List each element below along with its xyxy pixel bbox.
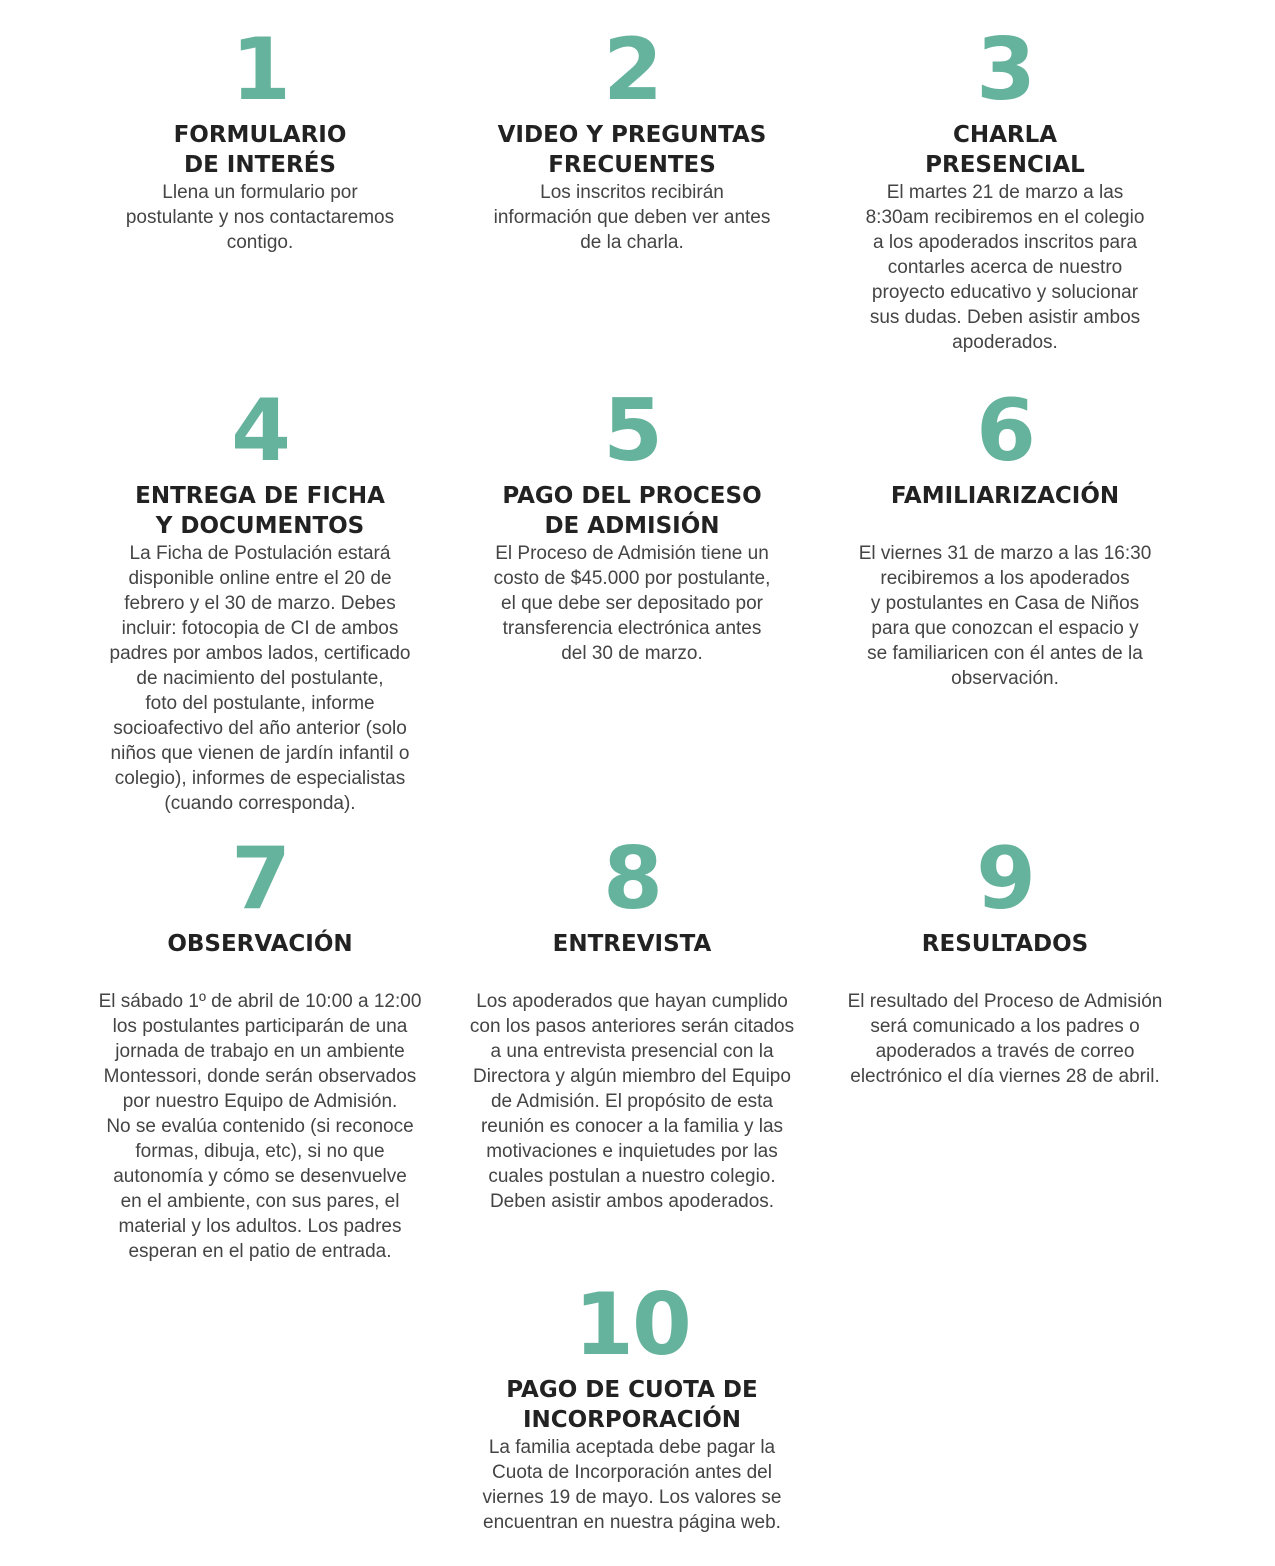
step-description: Los inscritos recibirán información que deben ver antes de la charla.: [493, 182, 771, 253]
step-number: 8: [603, 829, 661, 929]
step-3: [815, 20, 1195, 355]
step-number: 5: [603, 381, 661, 481]
step-title: FORMULARIO DE INTERÉS: [173, 122, 347, 178]
step-number: 3: [976, 20, 1034, 120]
step-number: 10: [574, 1275, 690, 1375]
step-description: Los apoderados que hayan cumplido con los pasos anteriores serán citados a una entrevista presencial con la Directora y algún miembro del Equipo de Admisión. El propósito de esta reunión es conocer a la familia y las motivaciones e inquietudes por las cuales postulan a nuestro colegio. Deben asistir ambos apoderados.: [469, 991, 795, 1212]
step-title: VIDEO Y PREGUNTAS FRECUENTES: [497, 122, 767, 178]
step-number: 4: [231, 381, 289, 481]
step-title: FAMILIARIZACIÓN: [890, 483, 1120, 509]
step-6: [815, 381, 1195, 691]
step-number: 7: [231, 829, 289, 929]
step-1: [70, 20, 450, 255]
step-7: [60, 829, 460, 1264]
step-description: El viernes 31 de marzo a las 16:30 recibiremos a los apoderados y postulantes en Casa de Niños para que conozcan el espacio y se familiaricen con él antes de la observación.: [858, 543, 1152, 689]
step-8: [432, 829, 832, 1214]
step-4: [60, 381, 460, 816]
step-title: OBSERVACIÓN: [167, 931, 353, 957]
step-10: [442, 1275, 822, 1535]
step-description: El resultado del Proceso de Admisión será comunicado a los padres o apoderados a través de correo electrónico el día viernes 28 de abril.: [847, 991, 1163, 1087]
step-description: El sábado 1º de abril de 10:00 a 12:00 los postulantes participarán de una jornada de trabajo en un ambiente Montessori, donde serán observados por nuestro Equipo de Admisión. No se evalúa contenido (si reconoce formas, dibuja, etc), si no que autonomía y cómo se desenvuelve en el ambiente, con sus pares, el material y los adultos. Los padres esperan en el patio de entrada.: [98, 991, 422, 1262]
step-description: El Proceso de Admisión tiene un costo de $45.000 por postulante, el que debe ser depositado por transferencia electrónica antes del 30 de marzo.: [493, 543, 771, 664]
step-title: ENTREVISTA: [552, 931, 712, 957]
step-2: [442, 20, 822, 255]
step-title: ENTREGA DE FICHA Y DOCUMENTOS: [135, 483, 385, 539]
step-title: RESULTADOS: [921, 931, 1089, 957]
step-number: 9: [976, 829, 1034, 929]
step-description: La Ficha de Postulación estará disponible online entre el 20 de febrero y el 30 de marzo. Debes incluir: fotocopia de CI de ambos padres por ambos lados, certificado de nacimiento del postulante, foto del postulante, informe socioafectivo del año anterior (solo niños que vienen de jardín infantil o colegio), informes de especialistas (cuando corresponda).: [109, 543, 411, 814]
step-number: 6: [976, 381, 1034, 481]
step-title: CHARLA PRESENCIAL: [925, 122, 1085, 178]
step-description: El martes 21 de marzo a las 8:30am recibiremos en el colegio a los apoderados inscritos para contarles acerca de nuestro proyecto educativo y solucionar sus dudas. Deben asistir ambos apoderados.: [865, 182, 1145, 353]
step-number: 1: [231, 20, 289, 120]
step-number: 2: [603, 20, 661, 120]
step-title: PAGO DEL PROCESO DE ADMISIÓN: [502, 483, 762, 539]
step-9: [805, 829, 1205, 1089]
step-title: PAGO DE CUOTA DE INCORPORACIÓN: [506, 1377, 758, 1433]
step-5: [442, 381, 822, 666]
step-description: Llena un formulario por postulante y nos contactaremos contigo.: [125, 182, 395, 253]
step-description: La familia aceptada debe pagar la Cuota de Incorporación antes del viernes 19 de mayo. Los valores se encuentran en nuestra página web.: [482, 1437, 782, 1533]
